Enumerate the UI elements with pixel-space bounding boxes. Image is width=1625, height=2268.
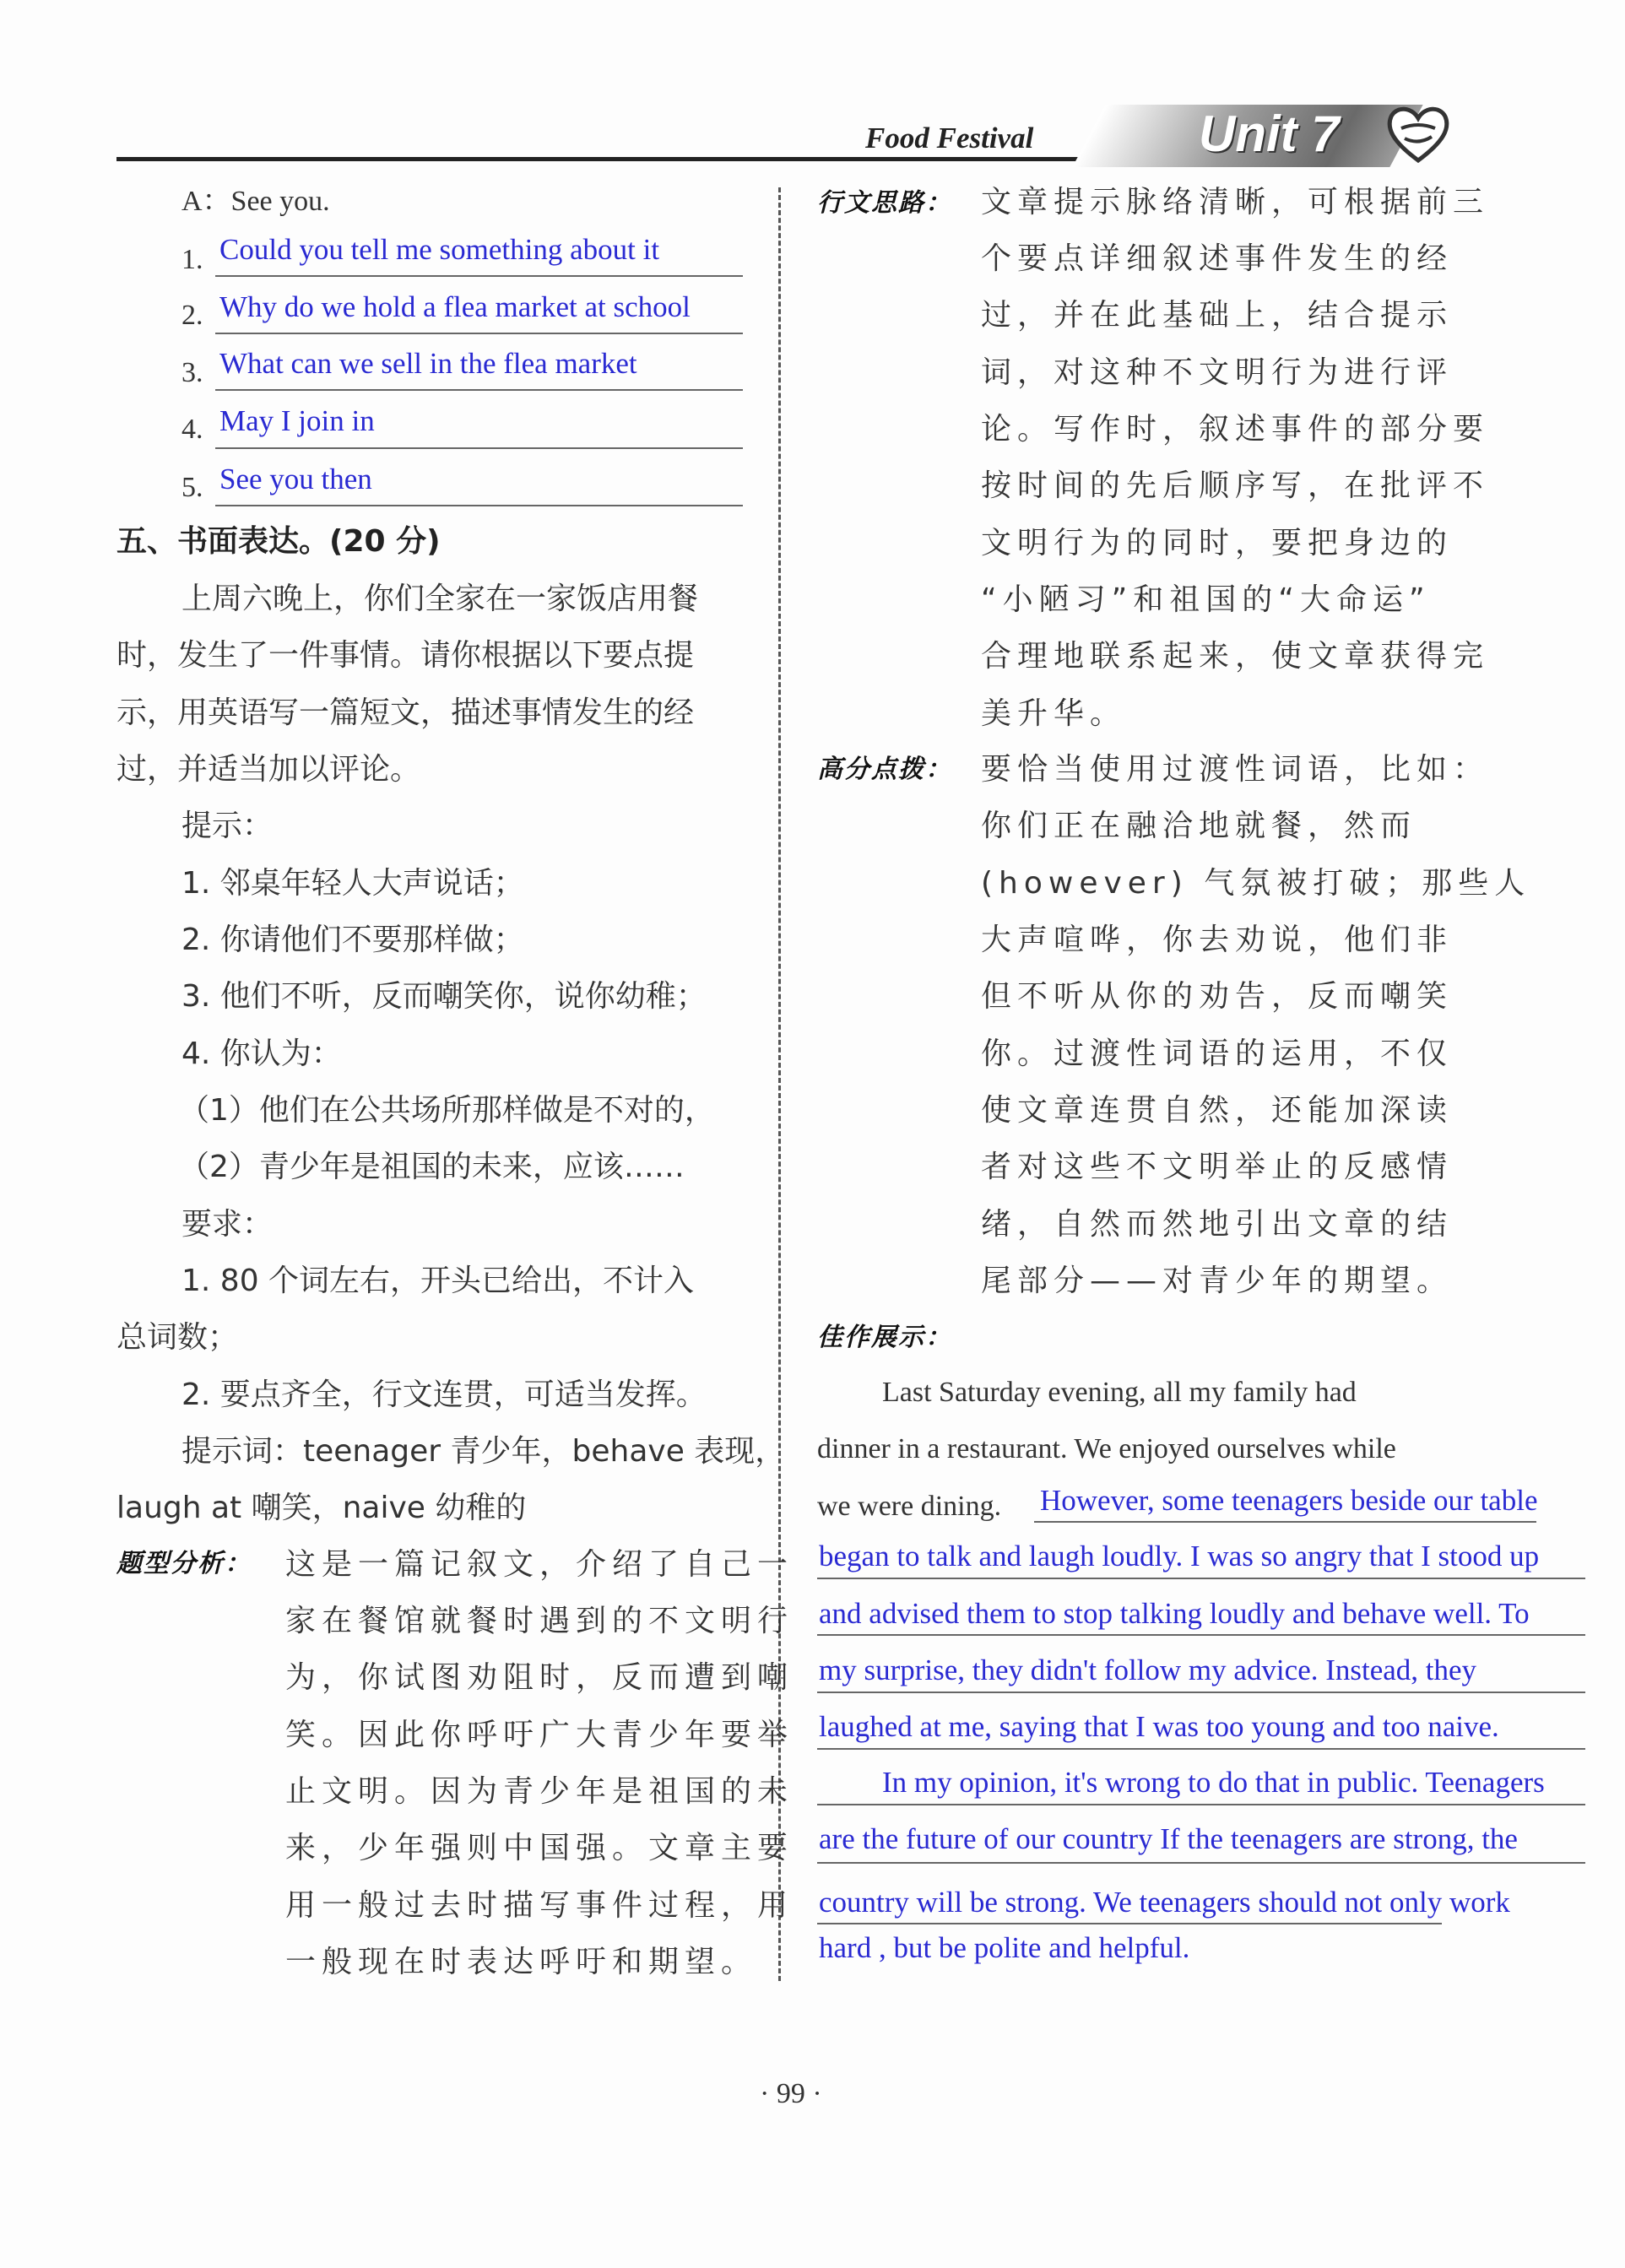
answer-underline [215,389,743,391]
analysis-line: 为，你试图劝阻时，反而遭到嘲 [285,1660,794,1695]
essay-given-line: we were dining. [817,1491,1002,1522]
analysis-line: 止文明。因为青少年是祖国的未 [285,1774,794,1809]
writing-idea-tag: 行文思路： [817,188,952,218]
analysis-line: 一般现在时表达呼吁和期望。 [285,1945,758,1979]
essay-answer-line: laughed at me, saying that I was too young and too naive. [819,1710,1499,1743]
requirement-item: 2. 要点齐全，行文连贯，可适当发挥。 [181,1378,707,1412]
dialog-end-line: A：See you. [181,186,330,217]
tips-line: 大声喧哗，你去劝说，他们非 [981,923,1454,957]
hint-item: （2）青少年是祖国的未来，应该…… [179,1150,685,1184]
essay-answer-line: In my opinion, it's wrong to do that in public. Teenagers [882,1766,1545,1799]
high-score-tips-tag: 高分点拨： [817,755,952,784]
tips-line: (however) 气氛被打破；那些人 [981,866,1531,901]
requirement-item: 总词数； [116,1320,239,1355]
answer-text: Why do we hold a flea market at school [219,290,691,323]
answer-number: 5. [181,472,203,503]
answer-number: 3. [181,357,203,388]
answer-underline [215,505,743,506]
essay-answer-line: began to talk and laugh loudly. I was so angry that I stood up [819,1540,1540,1572]
essay-underline [817,1923,1442,1924]
tips-line: 你。过渡性词语的运用，不仅 [981,1037,1454,1071]
essay-underline [817,1862,1585,1864]
tips-line: 尾部分——对青少年的期望。 [981,1264,1454,1298]
tips-line: 使文章连贯自然，还能加深读 [981,1093,1454,1128]
essay-given-line: dinner in a restaurant. We enjoyed ourselves while [817,1433,1396,1464]
essay-answer-line: my surprise, they didn't follow my advice. Instead, they [819,1654,1477,1686]
analysis-line: 笑。因此你呼吁广大青少年要举 [285,1718,794,1752]
task-paragraph-line: 过，并适当加以评论。 [116,752,421,787]
sample-essay-tag: 佳作展示： [817,1323,952,1352]
tips-line: 但不听从你的劝告，反而嘲笑 [981,979,1454,1014]
tips-line: 你们正在融洽地就餐，然而 [981,809,1417,843]
idea-line: 文章提示脉络清晰，可根据前三 [981,185,1490,219]
essay-answer-line: are the future of our country If the teenagers are strong, the [819,1822,1518,1855]
requirements-title: 要求： [181,1207,274,1242]
answer-underline [215,447,743,449]
essay-underline [817,1748,1585,1750]
page-number: · 99 · [760,2078,822,2109]
idea-line: 词，对这种不文明行为进行评 [981,355,1454,390]
essay-underline [1034,1521,1536,1523]
idea-line: 论。写作时，叙述事件的部分要 [981,412,1490,447]
hint-item: 2. 你请他们不要那样做； [181,923,524,957]
task-paragraph-line: 上周六晚上，你们全家在一家饭店用餐 [181,582,699,616]
idea-line: 美升华。 [981,696,1127,731]
answer-underline [215,333,743,334]
keywords-line: 提示词：teenager 青少年，behave 表现， [181,1434,786,1469]
tips-line: 要恰当使用过渡性词语，比如： [981,752,1490,787]
answer-number: 4. [181,414,203,445]
answer-text: See you then [219,463,372,495]
hint-item: 4. 你认为： [181,1037,342,1071]
essay-underline [817,1578,1585,1579]
hint-item: （1）他们在公共场所那样做是不对的， [179,1093,715,1128]
answer-number: 2. [181,300,203,331]
unit-label: Unit 7 [1199,106,1340,162]
essay-answer-line: and advised them to stop talking loudly and behave well. To [819,1597,1530,1630]
essay-answer-line: However, some teenagers beside our table [1040,1484,1538,1517]
book-title: Food Festival [865,122,1034,154]
idea-line: “小陋习”和祖国的“大命运” [981,582,1431,617]
hint-item: 3. 他们不听，反而嘲笑你，说你幼稚； [181,979,707,1014]
answer-underline [215,275,743,277]
essay-answer-line: hard , but be polite and helpful. [819,1931,1190,1964]
answer-text: Could you tell me something about it [219,233,660,266]
section-title: 五、书面表达。(20 分) [116,524,441,559]
requirement-item: 1. 80 个词左右，开头已给出，不计入 [181,1264,695,1298]
essay-underline [817,1634,1585,1636]
task-paragraph-line: 示，用英语写一篇短文，描述事情发生的经 [116,696,695,730]
answer-number: 1. [181,244,203,275]
essay-underline [817,1692,1585,1693]
analysis-line: 家在餐馆就餐时遇到的不文明行 [285,1604,794,1638]
analysis-line: 来，少年强则中国强。文章主要 [285,1831,794,1865]
idea-line: 个要点详细叙述事件发生的经 [981,241,1454,276]
tips-line: 者对这些不文明举止的反感情 [981,1150,1454,1184]
hint-item: 1. 邻桌年轻人大声说话； [181,866,524,901]
idea-line: 文明行为的同时，要把身边的 [981,526,1454,560]
tips-line: 绪，自然而然地引出文章的结 [981,1207,1454,1242]
analysis-tag: 题型分析： [116,1549,252,1578]
heart-logo-icon [1384,103,1452,164]
idea-line: 合理地联系起来，使文章获得完 [981,639,1490,674]
answer-text: What can we sell in the flea market [219,347,637,380]
essay-answer-line: country will be strong. We teenagers should not only work [819,1886,1510,1919]
task-paragraph-line: 时，发生了一件事情。请你根据以下要点提 [116,638,695,673]
analysis-line: 这是一篇记叙文，介绍了自己一 [285,1547,794,1582]
essay-given-line: Last Saturday evening, all my family had [882,1377,1357,1408]
idea-line: 按时间的先后顺序写，在批评不 [981,468,1490,503]
answer-text: May I join in [219,404,375,437]
analysis-line: 用一般过去时描写事件过程，用 [285,1888,794,1923]
hints-title: 提示： [181,809,274,843]
idea-line: 过，并在此基础上，结合提示 [981,298,1454,333]
keywords-line: laugh at 嘲笑，naive 幼稚的 [116,1491,527,1525]
essay-underline [817,1804,1585,1805]
column-divider [778,187,781,1981]
